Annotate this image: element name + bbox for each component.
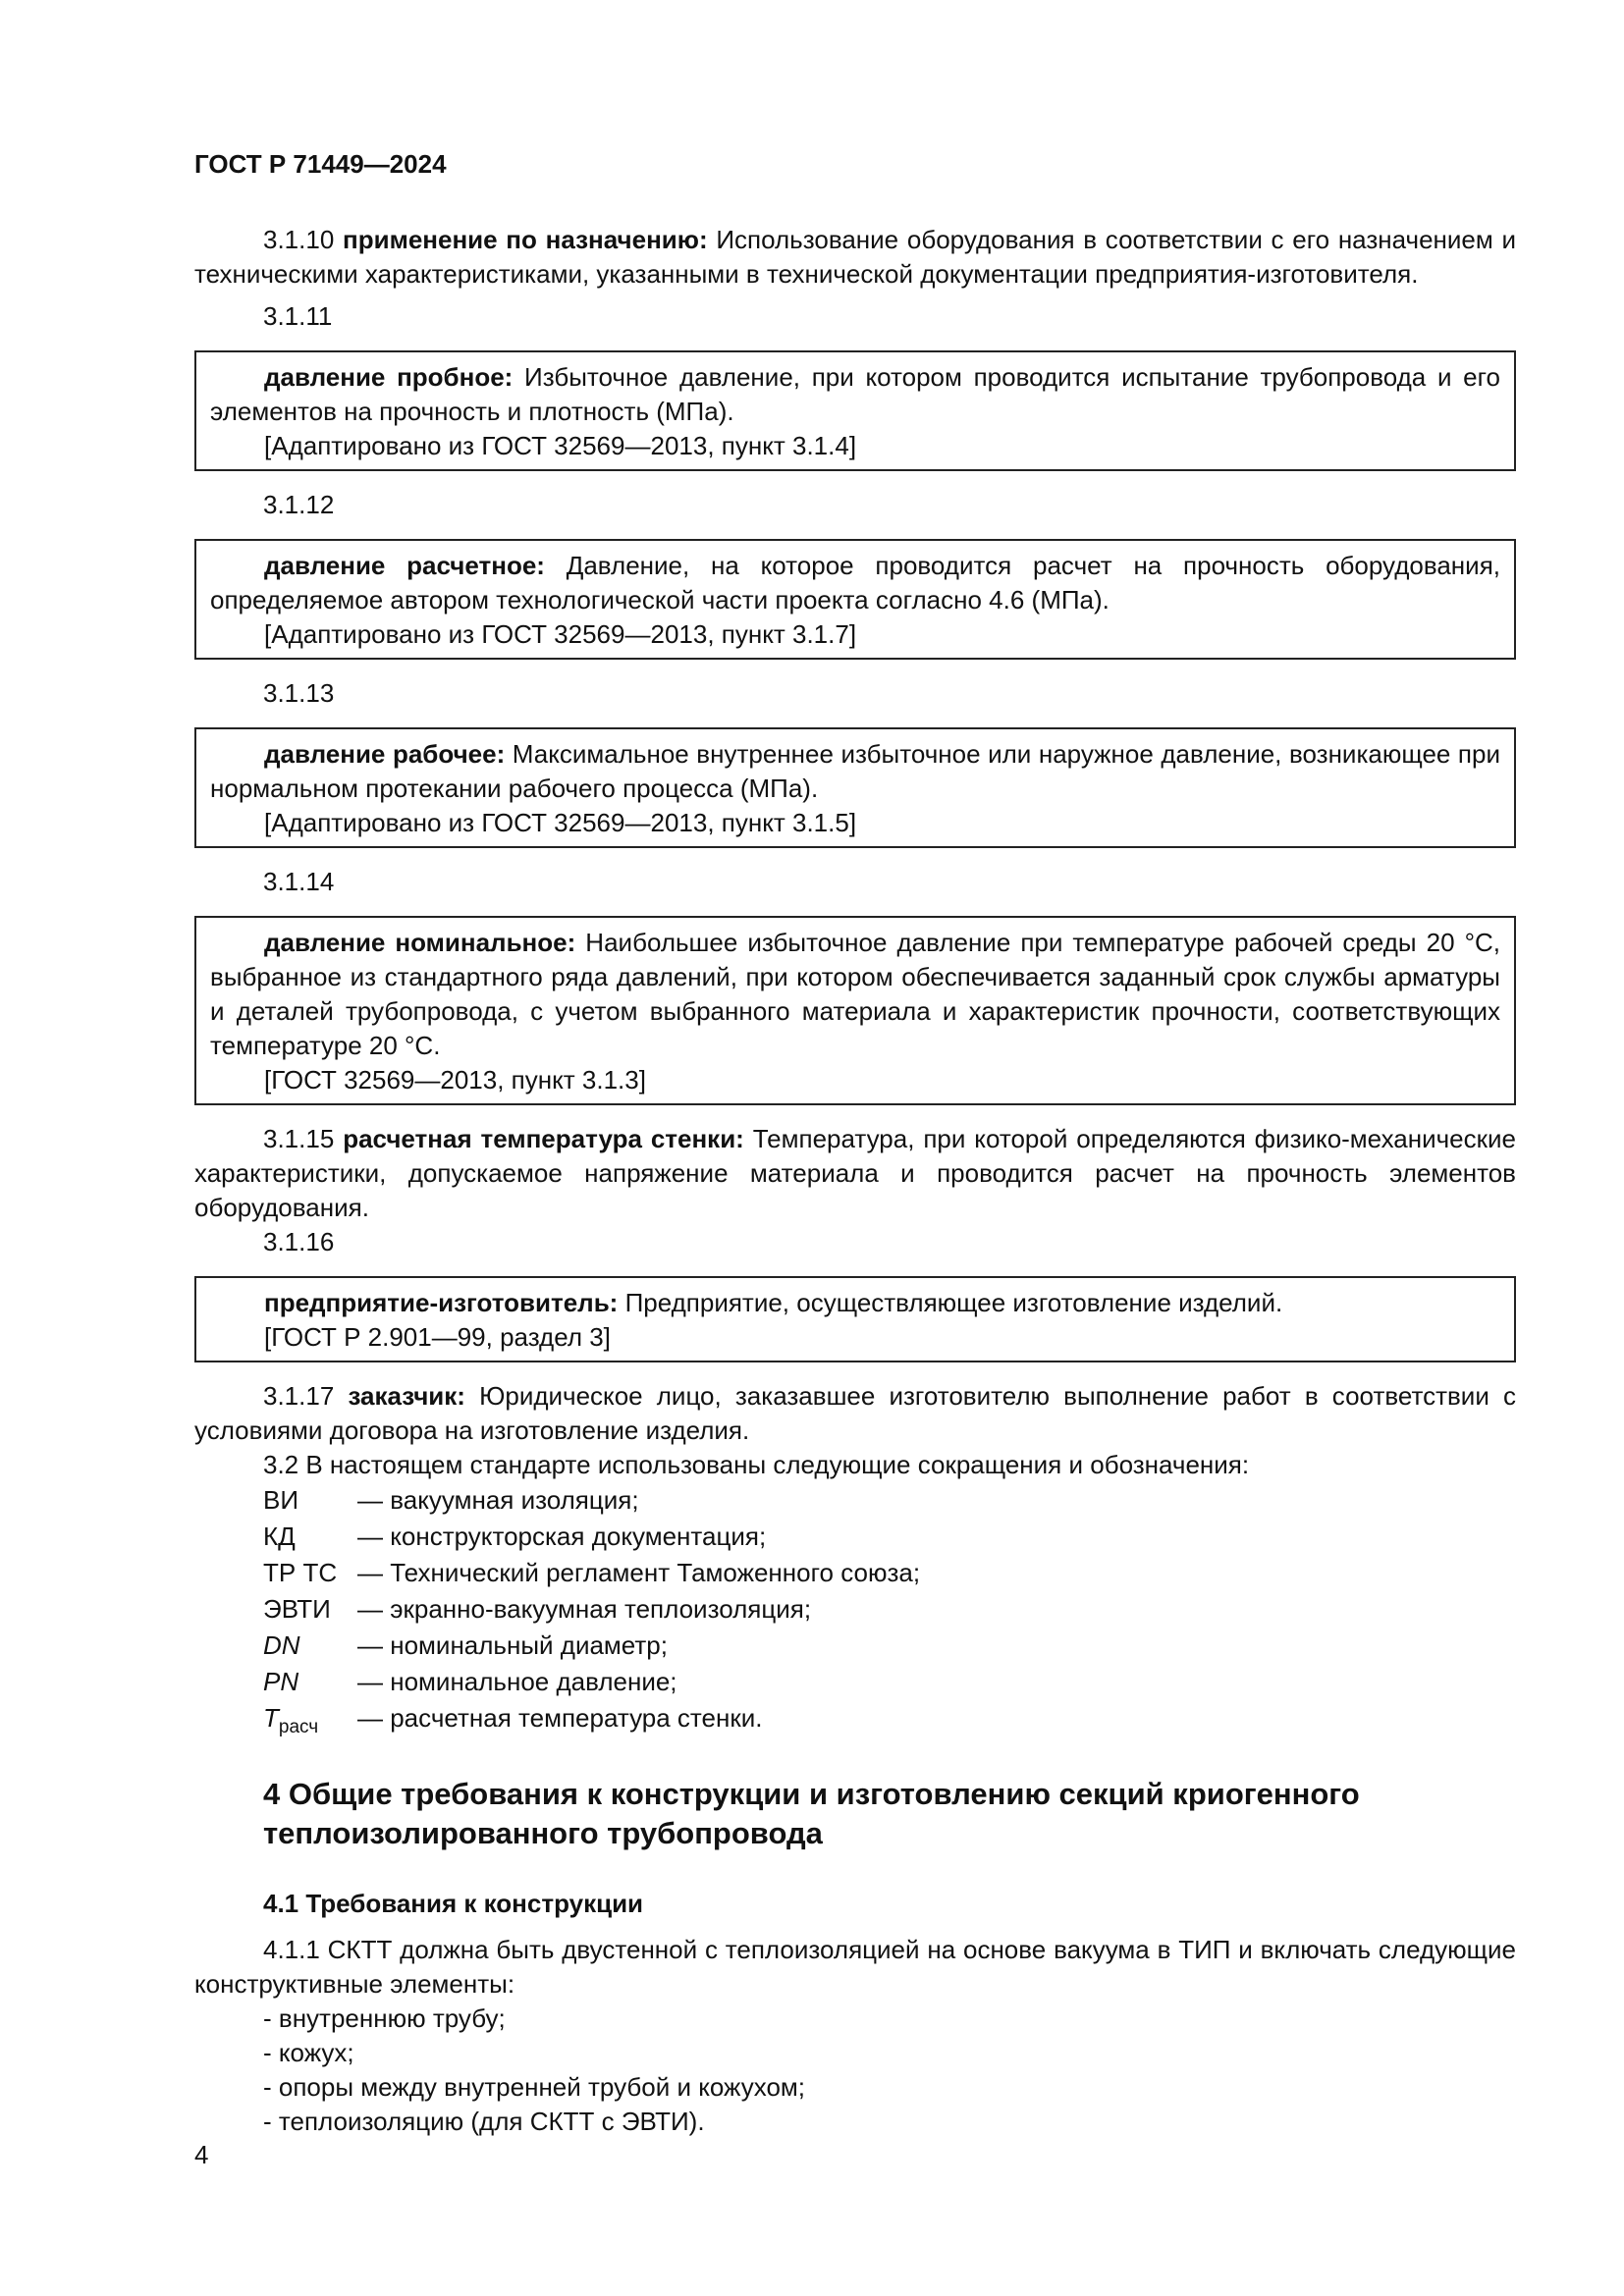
definition: Предприятие, осуществляющее изготовление изделий. bbox=[618, 1288, 1283, 1317]
abbreviation-meaning: — вакуумная изоляция; bbox=[357, 1485, 639, 1515]
clause-number-3-1-11: 3.1.11 bbox=[263, 301, 333, 331]
term: давление рабочее: bbox=[264, 739, 506, 769]
element-list bbox=[263, 2002, 1516, 2139]
source-reference: [ГОСТ Р 2.901—99, раздел 3] bbox=[264, 1322, 611, 1352]
clause-3-1-15 bbox=[194, 1122, 1516, 1225]
list-item: - кожух; bbox=[263, 2038, 354, 2068]
term: применение по назначению: bbox=[343, 225, 708, 254]
definition-box-3-1-16 bbox=[194, 1276, 1516, 1362]
clause-3-1-17 bbox=[194, 1379, 1516, 1448]
abbreviation-row bbox=[263, 1591, 1516, 1628]
symbol-subscript: расч bbox=[278, 1717, 319, 1738]
clause-number: 3.1.15 bbox=[263, 1124, 335, 1153]
page-number: 4 bbox=[194, 2140, 209, 2169]
definition: Максимальное внутреннее избыточное или наружное давление, возникающее при нормальном протекании рабочего процесса (МПа). bbox=[210, 739, 1500, 803]
clause-3-1-10 bbox=[194, 223, 1516, 292]
clause-number-3-1-16: 3.1.16 bbox=[263, 1227, 335, 1256]
list-item: - опоры между внутренней трубой и кожухом; bbox=[263, 2072, 806, 2103]
subsection-heading-4-1: 4.1 Требования к конструкции bbox=[263, 1889, 644, 1919]
section-heading-4: 4 Общие требования к конструкции и изготовлению секций криогенного теплоизолированного трубопровода bbox=[263, 1777, 1360, 1851]
term: заказчик: bbox=[348, 1381, 465, 1411]
source-reference: [ГОСТ 32569—2013, пункт 3.1.3] bbox=[264, 1065, 646, 1095]
definition-box-3-1-14 bbox=[194, 916, 1516, 1105]
definition-box-3-1-13 bbox=[194, 727, 1516, 848]
clause-3-2: 3.2 В настоящем стандарте использованы следующие сокращения и обозначения: bbox=[263, 1450, 1250, 1479]
definition-box-3-1-11 bbox=[194, 350, 1516, 471]
abbreviation bbox=[263, 1700, 357, 1745]
abbreviation-row bbox=[263, 1628, 1516, 1664]
abbreviation-row bbox=[263, 1664, 1516, 1700]
source-reference: [Адаптировано из ГОСТ 32569—2013, пункт 3.1.5] bbox=[264, 808, 857, 837]
definition: Юридическое лицо, заказавшее изготовителю выполнение работ в соответствии с условиями договора на изготовление изделия. bbox=[194, 1381, 1516, 1445]
definition: Давление, на которое проводится расчет на прочность оборудования, определяемое автором технологической части проекта согласно 4.6 (МПа). bbox=[210, 551, 1500, 614]
clause-4-1-1: 4.1.1 СКТТ должна быть двустенной с теплоизоляцией на основе вакуума в ТИП и включать следующие конструктивные элементы: bbox=[194, 1935, 1516, 2000]
abbreviation: ВИ bbox=[263, 1485, 299, 1515]
document-body bbox=[194, 223, 1516, 2139]
abbreviation: КД bbox=[263, 1522, 296, 1551]
definition-box-3-1-12 bbox=[194, 539, 1516, 660]
abbreviation-list bbox=[263, 1482, 1516, 1745]
clause-number-3-1-13: 3.1.13 bbox=[263, 678, 335, 708]
abbreviation-row bbox=[263, 1519, 1516, 1555]
source-reference: [Адаптировано из ГОСТ 32569—2013, пункт 3.1.4] bbox=[264, 431, 857, 460]
abbreviation-meaning: — конструкторская документация; bbox=[357, 1522, 767, 1551]
abbreviation-meaning: — экранно-вакуумная теплоизоляция; bbox=[357, 1594, 812, 1624]
abbreviation-meaning: — Технический регламент Таможенного союза; bbox=[357, 1558, 921, 1587]
source-reference: [Адаптировано из ГОСТ 32569—2013, пункт 3.1.7] bbox=[264, 619, 857, 649]
abbreviation-meaning: — номинальный диаметр; bbox=[357, 1630, 668, 1660]
list-item: - внутреннюю трубу; bbox=[263, 2003, 506, 2034]
abbreviation: PN bbox=[263, 1667, 299, 1696]
term: расчетная температура стенки: bbox=[343, 1124, 744, 1153]
definition: Температура, при которой определяются физико-механические характеристики, допускаемое напряжение материала и проводится расчет на прочность элементов оборудования. bbox=[194, 1124, 1516, 1222]
list-item: - теплоизоляцию (для СКТТ с ЭВТИ). bbox=[263, 2107, 705, 2137]
abbreviation: ЭВТИ bbox=[263, 1594, 331, 1624]
abbreviation-meaning: — расчетная температура стенки. bbox=[357, 1703, 763, 1733]
term: предприятие-изготовитель: bbox=[264, 1288, 619, 1317]
clause-number-3-1-12: 3.1.12 bbox=[263, 490, 335, 519]
clause-number-3-1-14: 3.1.14 bbox=[263, 867, 335, 896]
definition: Наибольшее избыточное давление при температуре рабочей среды 20 °С, выбранное из стандартного ряда давлений, при котором обеспечивается заданный срок службы арматуры и деталей трубопровода, с учетом выбранного материала и характеристик прочности, соответствующих температуре 20 °С. bbox=[210, 928, 1501, 1060]
symbol: T bbox=[263, 1703, 279, 1733]
term: давление номинальное: bbox=[264, 928, 576, 957]
abbreviation-meaning: — номинальное давление; bbox=[357, 1667, 677, 1696]
abbreviation-row bbox=[263, 1700, 1516, 1745]
clause-number: 3.1.10 bbox=[263, 225, 335, 254]
definition: Избыточное давление, при котором проводится испытание трубопровода и его элементов на прочность и плотность (МПа). bbox=[210, 362, 1501, 426]
abbreviation-row bbox=[263, 1482, 1516, 1519]
document-header: ГОСТ Р 71449—2024 bbox=[194, 149, 447, 179]
abbreviation: DN bbox=[263, 1630, 300, 1660]
definition: Использование оборудования в соответствии с его назначением и техническими характеристиками, указанными в технической документации предприятия-изготовителя. bbox=[194, 225, 1516, 289]
abbreviation: ТР ТС bbox=[263, 1558, 338, 1587]
clause-number: 3.1.17 bbox=[263, 1381, 335, 1411]
term: давление расчетное: bbox=[264, 551, 545, 580]
abbreviation-row bbox=[263, 1555, 1516, 1591]
term: давление пробное: bbox=[264, 362, 514, 392]
